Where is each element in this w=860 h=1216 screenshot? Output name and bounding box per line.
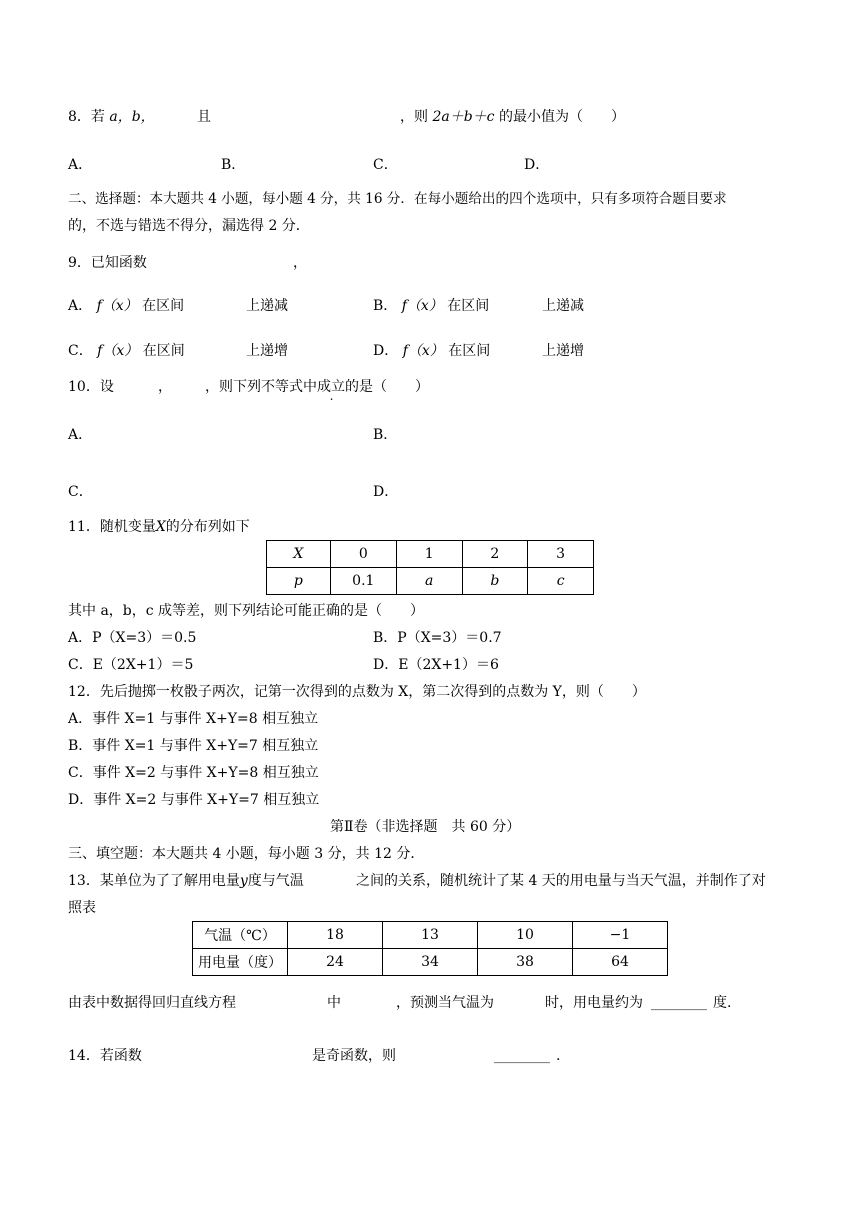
table-cell: 2 bbox=[462, 541, 528, 568]
q13-stem-a: 13．某单位为了了解用电量 bbox=[68, 873, 240, 889]
q13-after-b: 中 bbox=[327, 995, 341, 1011]
q11-condition: 其中 a，b，c 成等差，则下列结论可能正确的是（ ） bbox=[68, 603, 425, 619]
q9-option-b bbox=[373, 297, 489, 315]
q9-option-d-tail: 上递增 bbox=[542, 343, 584, 359]
q9-option-a-letter: A． bbox=[68, 298, 93, 314]
q8-option-d: D． bbox=[524, 157, 550, 173]
section2-line2: 的，不选与错选不得分，漏选得 2 分． bbox=[68, 218, 310, 234]
q14-period: . bbox=[556, 1048, 561, 1064]
q13-stem-line1 bbox=[68, 872, 304, 890]
q10-option-d: D． bbox=[373, 484, 399, 500]
table-row bbox=[193, 949, 668, 976]
q8-num: 8．若 bbox=[68, 109, 105, 125]
table-cell: X bbox=[267, 541, 331, 568]
q10-tail: 的是（ ） bbox=[345, 379, 429, 395]
q8-ask bbox=[400, 108, 625, 126]
q9-option-d-text: 在区间 bbox=[448, 343, 491, 359]
q10-emph: 成立 bbox=[317, 379, 345, 395]
table-cell: p bbox=[267, 568, 331, 595]
q11-var-x: X bbox=[155, 519, 166, 535]
q10-option-c: C． bbox=[68, 484, 93, 500]
q8-vars: a，b， bbox=[109, 109, 155, 125]
q9-option-a-text: 在区间 bbox=[142, 298, 185, 314]
table-cell: a bbox=[396, 568, 462, 595]
table-row bbox=[267, 568, 594, 595]
q10-num: 10．设 bbox=[68, 379, 114, 395]
q10-stem bbox=[205, 378, 429, 396]
q13-var-y: y bbox=[239, 873, 248, 889]
table-cell: 10 bbox=[478, 922, 573, 949]
q11-stem bbox=[68, 518, 250, 536]
q9-option-c-func: f（x） bbox=[97, 343, 139, 359]
q10-option-b: B． bbox=[373, 427, 398, 443]
q9-option-c bbox=[68, 342, 185, 360]
table-cell: 13 bbox=[383, 922, 478, 949]
q13-stem-line2: 照表 bbox=[68, 900, 96, 916]
table-cell: 0.1 bbox=[330, 568, 396, 595]
table-cell: 气温（℃） bbox=[193, 922, 288, 949]
q12-option-c: C．事件 X=2 与事件 X+Y=8 相互独立 bbox=[68, 765, 319, 781]
table-cell: 24 bbox=[288, 949, 383, 976]
q9-option-a-tail: 上递减 bbox=[246, 298, 288, 314]
q12-option-d: D．事件 X=2 与事件 X+Y=7 相互独立 bbox=[68, 792, 320, 808]
q13-after-d: 时，用电量约为 bbox=[545, 995, 643, 1011]
q8-and: 且 bbox=[197, 109, 211, 125]
q11-distribution-table bbox=[266, 540, 594, 595]
q10-comma: ， bbox=[158, 379, 172, 395]
q12-option-b: B．事件 X=1 与事件 X+Y=7 相互独立 bbox=[68, 738, 319, 754]
table-cell: b bbox=[462, 568, 528, 595]
q8-then: ，则 bbox=[400, 109, 428, 125]
q9-option-d-letter: D． bbox=[373, 343, 399, 359]
section2-line1: 二、选择题：本大题共 4 小题，每小题 4 分，共 16 分．在每小题给出的四个选项中，只有多项符合题目要求 bbox=[68, 191, 727, 207]
table-cell: 38 bbox=[478, 949, 573, 976]
q12-stem: 12．先后抛掷一枚骰子两次，记第一次得到的点数为 X，第二次得到的点数为 Y，则（ ） bbox=[68, 684, 646, 700]
q9-option-b-text: 在区间 bbox=[447, 298, 490, 314]
q11-option-c: C．E（2X+1）＝5 bbox=[68, 657, 194, 673]
q12-option-a: A．事件 X=1 与事件 X+Y=8 相互独立 bbox=[68, 711, 319, 727]
q9-stem-comma: ， bbox=[293, 255, 307, 271]
q9-option-d bbox=[373, 342, 490, 360]
q11-stem-a: 11．随机变量 bbox=[68, 519, 156, 535]
q11-option-d: D．E（2X+1）＝6 bbox=[373, 657, 499, 673]
q10-option-a: A． bbox=[68, 427, 93, 443]
q14-stem-b: 是奇函数，则 bbox=[312, 1048, 396, 1064]
q8-stem bbox=[68, 108, 155, 126]
table-cell: −1 bbox=[573, 922, 668, 949]
q13-unit: 度. bbox=[713, 995, 732, 1011]
q9-option-b-letter: B． bbox=[373, 298, 398, 314]
table-cell: 1 bbox=[396, 541, 462, 568]
q13-after-c: ，预测当气温为 bbox=[396, 995, 494, 1011]
q8-option-c: C． bbox=[373, 157, 398, 173]
q8-expr: 2a＋b＋c bbox=[432, 109, 495, 125]
q8-ask-text: 的最小值为（ ） bbox=[498, 109, 625, 125]
q9-option-b-tail: 上递减 bbox=[542, 298, 584, 314]
table-cell: 18 bbox=[288, 922, 383, 949]
table-cell: 3 bbox=[528, 541, 594, 568]
q10-rest: ，则下列不等式中 bbox=[205, 379, 317, 395]
q11-option-b: B．P（X=3）＝0.7 bbox=[373, 630, 502, 646]
q9-option-c-letter: C． bbox=[68, 343, 93, 359]
q11-stem-b: 的分布列如下 bbox=[165, 519, 250, 535]
q8-option-a: A． bbox=[68, 157, 93, 173]
q9-option-d-func: f（x） bbox=[402, 343, 444, 359]
q9-option-b-func: f（x） bbox=[401, 298, 443, 314]
q9-option-c-tail: 上递增 bbox=[246, 343, 288, 359]
section3-heading: 三、填空题：本大题共 4 小题，每小题 3 分，共 12 分． bbox=[68, 846, 425, 862]
table-cell: 34 bbox=[383, 949, 478, 976]
q14-answer-blank: ________ bbox=[494, 1048, 550, 1064]
q13-stem-b: 度与气温 bbox=[247, 873, 304, 889]
q9-option-a bbox=[68, 297, 184, 315]
table-cell: c bbox=[528, 568, 594, 595]
part2-heading: 第Ⅱ卷（非选择题 共 60 分） bbox=[330, 819, 521, 835]
q13-stem-line1-rest: 之间的关系，随机统计了某 4 天的用电量与当天气温，并制作了对 bbox=[356, 873, 766, 889]
q13-answer-blank: ________ bbox=[651, 995, 707, 1011]
q13-after-a: 由表中数据得回归直线方程 bbox=[68, 995, 236, 1011]
table-cell: 64 bbox=[573, 949, 668, 976]
q14-stem: 14．若函数 bbox=[68, 1048, 142, 1064]
q13-data-table bbox=[192, 921, 668, 976]
table-row bbox=[267, 541, 594, 568]
table-row bbox=[193, 922, 668, 949]
table-cell: 用电量（度） bbox=[193, 949, 288, 976]
q11-option-a: A．P（X=3）＝0.5 bbox=[68, 630, 197, 646]
q9-option-a-func: f（x） bbox=[96, 298, 138, 314]
q9-option-c-text: 在区间 bbox=[142, 343, 185, 359]
table-cell: 0 bbox=[330, 541, 396, 568]
q9-stem: 9．已知函数 bbox=[68, 255, 147, 271]
q8-option-b: B． bbox=[221, 157, 246, 173]
